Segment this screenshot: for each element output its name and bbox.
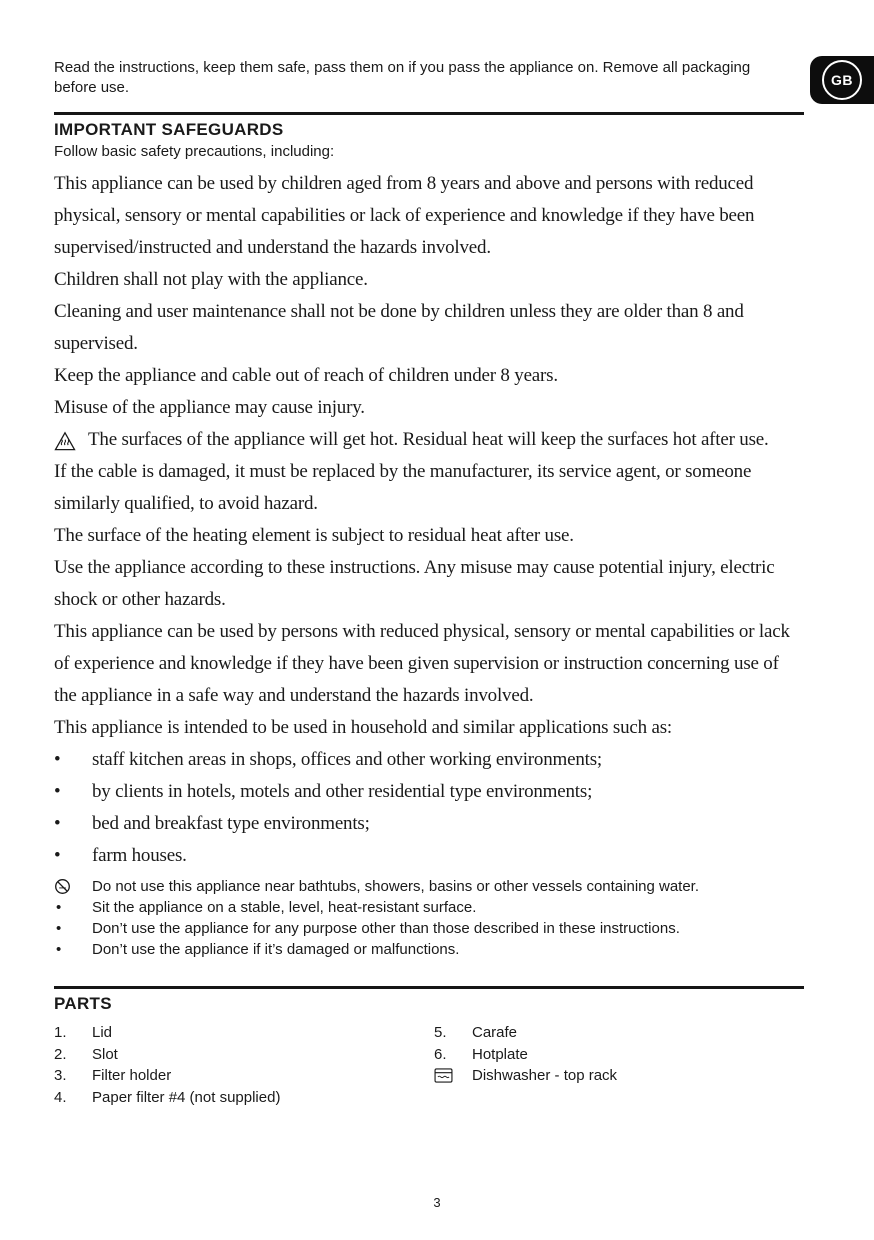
bullet-marker: • (56, 920, 62, 937)
safeguard-paragraph: Use the appliance according to these instructions. Any misuse may cause potential injury, electric shock or other hazards. (54, 557, 775, 610)
dishwasher-icon (434, 1065, 472, 1087)
parts-list (54, 1022, 804, 1108)
part-row: 4. Paper filter #4 (not supplied) (54, 1088, 281, 1106)
safeguard-paragraph: Children shall not play with the appliance. (54, 269, 368, 290)
safeguard-paragraph: If the cable is damaged, it must be replaced by the manufacturer, its service agent, or someone similarly qualified, to avoid hazard. (54, 461, 752, 514)
parts-column-left (54, 1022, 434, 1108)
part-row: 1. Lid (54, 1024, 113, 1041)
parts-heading: PARTS (54, 994, 112, 1013)
part-row: 3. Filter holder (54, 1067, 172, 1084)
part-row: 5. Carafe (434, 1024, 518, 1041)
safeguard-paragraph: Keep the appliance and cable out of reach of children under 8 years. (54, 365, 558, 386)
safeguard-paragraph: Cleaning and user maintenance shall not be done by children unless they are older than 8 and supervised. (54, 301, 744, 354)
no-bathtub-icon (54, 876, 92, 897)
safeguard-paragraph: This appliance is intended to be used in household and similar applications such as: (54, 717, 672, 738)
note-row: • Don’t use the appliance if it’s damaged or malfunctions. (56, 941, 460, 958)
safeguard-paragraph: The surface of the heating element is subject to residual heat after use. (54, 525, 574, 546)
hot-surface-warning-text: The surfaces of the appliance will get hot. Residual heat will keep the surfaces hot after use. (88, 429, 769, 450)
list-item: • staff kitchen areas in shops, offices and other working environments; (54, 744, 804, 776)
intro-text: Read the instructions, keep them safe, pass them on if you pass the appliance on. Remove all packaging before use. (54, 59, 751, 96)
bullet-marker: • (56, 941, 62, 958)
hot-surface-icon (54, 424, 88, 451)
applications-list (54, 744, 804, 872)
list-item: • by clients in hotels, motels and other residential type environments; (54, 776, 804, 808)
safeguards-subtitle: Follow basic safety precautions, including: (54, 143, 335, 160)
part-row: 6. Hotplate (434, 1045, 528, 1063)
note-row: • Sit the appliance on a stable, level, heat-resistant surface. (56, 899, 477, 916)
list-item: • farm houses. (54, 840, 804, 872)
bullet-marker: • (54, 845, 61, 866)
page-number: 3 (433, 1195, 441, 1210)
safeguard-paragraph: This appliance can be used by children aged from 8 years and above and persons with reduced physical, sensory or mental capabilities or lack of experience and knowledge if they have been supervised/instructed and understand the hazards involved. (54, 173, 755, 258)
bullet-marker: • (54, 813, 61, 834)
bullet-marker: • (56, 899, 62, 916)
safeguards-body (54, 168, 804, 872)
note-row: Do not use this appliance near bathtubs, showers, basins or other vessels containing water. (54, 876, 804, 897)
bullet-marker: • (54, 749, 61, 770)
bullet-marker: • (54, 781, 61, 802)
region-badge-ring (822, 60, 862, 100)
hot-surface-warning (54, 424, 804, 456)
safeguard-paragraph: Misuse of the appliance may cause injury. (54, 397, 365, 418)
safeguards-heading: IMPORTANT SAFEGUARDS (54, 120, 284, 139)
part-row: 2. Slot (54, 1045, 118, 1063)
region-badge-label: GB (831, 72, 853, 88)
region-badge (810, 56, 874, 104)
part-row: Dishwasher - top rack (434, 1065, 804, 1087)
section-divider (54, 112, 804, 115)
section-divider (54, 986, 804, 989)
parts-column-right (434, 1022, 804, 1108)
safeguard-paragraph: This appliance can be used by persons with reduced physical, sensory or mental capabilities or lack of experience and knowledge if they have been given supervision or instruction concerning use of the appliance in a safe way and understand the hazards involved. (54, 621, 790, 706)
list-item: • bed and breakfast type environments; (54, 808, 804, 840)
note-row: • Don’t use the appliance for any purpose other than those described in these instructions. (56, 920, 680, 937)
safety-notes (54, 876, 804, 960)
